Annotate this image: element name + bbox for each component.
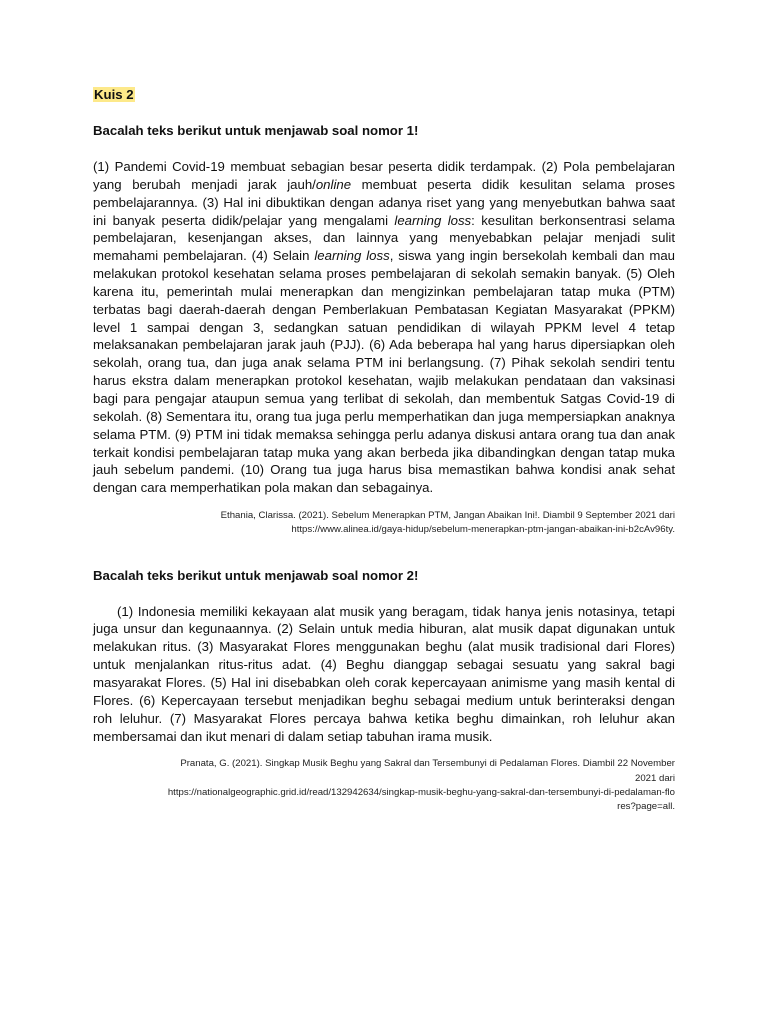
section1-instruction: Bacalah teks berikut untuk menjawab soal nomor 1! [93,123,419,138]
passage1-italic-online: online [315,176,352,192]
section1-citation-line1: Ethania, Clarissa. (2021). Sebelum Menerapkan PTM, Jangan Abaikan Ini!. Diambil 9 September 2021 dari [220,510,675,522]
section2-instruction: Bacalah teks berikut untuk menjawab soal nomor 2! [93,567,419,583]
quiz-title [93,86,675,104]
section2-citation-url-b: res?page=all. [617,801,675,813]
passage1-text-d: , siswa yang ingin bersekolah kembali dan mau melakukan protokol kesehatan selama proses pembelajaran di sekolah semakin banyak. (5) Oleh karena itu, pemerintah mulai menerapkan dan mengizinkan pembelajaran tatap muka (PTM) terbatas bagi daerah-daerah dengan Pemberlakuan Pembatasan Kegiatan Masyarakat (PPKM) level 1 sampai dengan 3, sedangkan satuan pendidikan di wilayah PPKM level 4 tetap melaksanakan pembelajaran jarak jauh (PJJ). (6) Ada beberapa hal yang harus dipersiapkan oleh sekolah, orang tua, dan juga anak selama PTM ini berlangsung. (7) Pihak sekolah sendiri tentu harus ekstra dalam menerapkan protokol kesehatan, wajib melakukan pendataan dan vaksinasi bagi para pengajar ataupun semua yang terlibat di sekolah, dan membentuk Satgas Covid-19 di sekolah. (8) Sementara itu, orang tua juga perlu memperhatikan dan juga mempersiapkan anaknya selama PTM. (9) PTM ini tidak memaksa sehingga perlu adanya diskusi antara orang tua dan anak terkait kondisi pembelajaran tatap muka yang akan berbeda jika dibandingkan dengan tatap muka jauh sebelum pandemi. (10) Orang tua juga harus bisa memastikan bahwa kondisi anak sehat dengan cara memperhatikan pola makan dan sebagainya. [93,248,676,496]
passage1-italic-learning-loss-2: learning loss [314,248,390,264]
passage1-text-a: (1) Pandemi Covid-19 membuat sebagian besar peserta didik terdampak. (2) Pola pembelajaran yang berubah menjadi jarak jauh/ [93,159,675,192]
document-page [93,86,675,815]
section2-citation-line1: Pranata, G. (2021). Singkap Musik Beghu yang Sakral dan Tersembunyi di Pedalaman Flores. Diambil 22 November [180,758,675,770]
section2 [93,567,675,815]
section2-citation [93,757,675,814]
section2-citation-url-a: https://nationalgeographic.grid.id/read/132942634/singkap-musik-beghu-yang-sakral-dan-tersembunyi-di-pedalaman-flo [167,786,675,798]
section2-citation-line2: 2021 dari [634,772,675,784]
section1-passage [93,158,675,497]
section1-citation [93,509,675,538]
passage1-italic-learning-loss-1: learning loss [394,212,472,228]
section1-citation-url: https://www.alinea.id/gaya-hidup/sebelum-menerapkan-ptm-jangan-abaikan-ini-b2cAv96ty. [291,524,675,536]
passage1-text-b: membuat peserta didik kesulitan selama proses pembelajarannya. (3) Hal ini dibuktikan dengan adanya riset yang yang menyebutkan bahwa saat ini banyak peserta didik/pelajar yang mengalami [93,176,675,228]
section2-passage: (1) Indonesia memiliki kekayaan alat musik yang beragam, tidak hanya jenis notasinya, tetapi juga unsur dan kegunaannya. (2) Selain untuk media hiburan, alat musik dapat digunakan untuk melakukan ritus. (3) Masyarakat Flores menggunakan beghu (alat musik tradisional dari Flores) untuk menjalankan ritus-ritus adat. (4) Beghu dianggap sebagai sesuatu yang sakral bagi masyarakat Flores. (5) Hal ini disebabkan oleh corak kepercayaan animisme yang masih kental di Flores. (6) Kepercayaan tersebut menjadikan beghu sebagai medium untuk berinteraksi dengan roh leluhur. (7) Masyarakat Flores percaya bahwa ketika beghu dimainkan, roh leluhur akan membersamai dan ikut menari di dalam setiap tabuhan irama musik. [93,603,675,744]
quiz-title-highlight: Kuis 2 [94,87,134,102]
passage1-text-c: : kesulitan berkonsentrasi selama pembelajaran, kesenjangan akses, dan lainnya yang menyebabkan pelajar menjadi sulit memahami pembelajaran. (4) Selain [93,212,675,264]
